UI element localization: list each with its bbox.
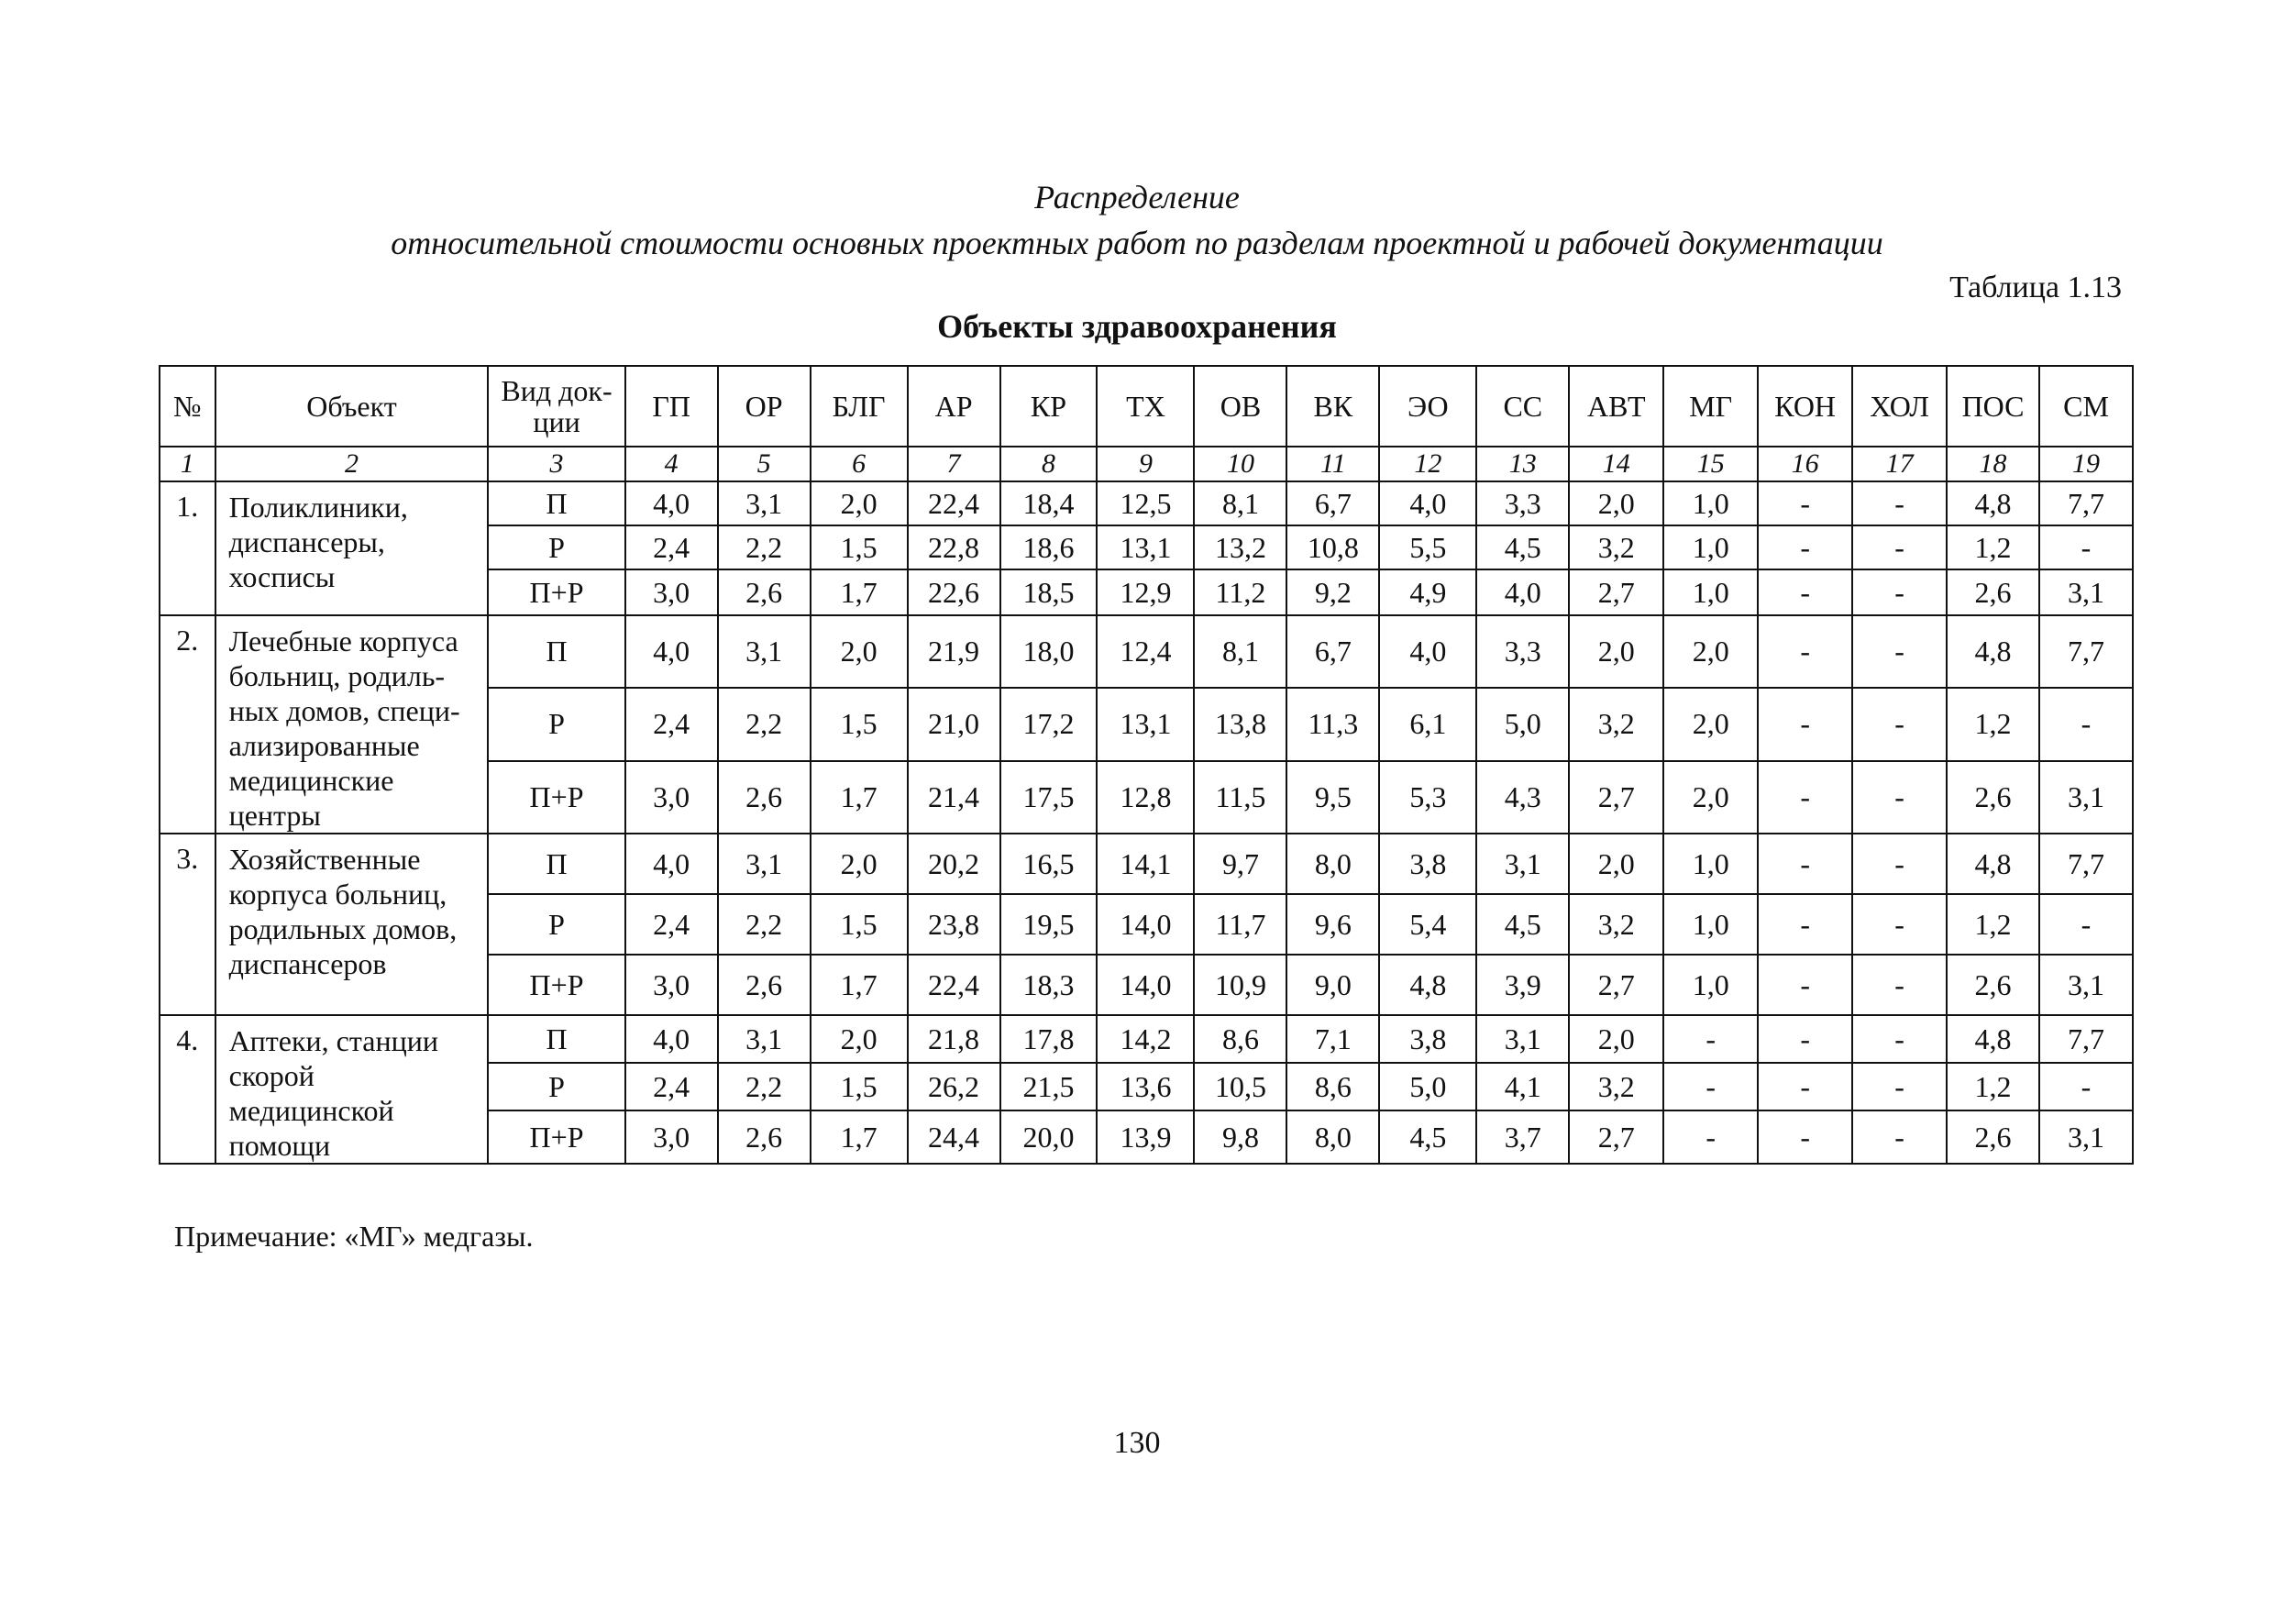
value-cell: 2,4 <box>625 525 718 569</box>
value-cell: 4,8 <box>1947 1015 2039 1063</box>
value-cell: 16,5 <box>1000 834 1098 894</box>
column-header: СС <box>1476 366 1569 447</box>
value-cell: 10,5 <box>1194 1063 1286 1110</box>
value-cell: 13,2 <box>1194 525 1286 569</box>
value-cell: 12,9 <box>1097 569 1194 615</box>
column-number: 14 <box>1569 447 1663 481</box>
value-cell: 14,2 <box>1097 1015 1194 1063</box>
value-cell: 4,8 <box>1947 615 2039 688</box>
value-cell: 2,6 <box>1947 761 2039 834</box>
value-cell: 4,0 <box>625 615 718 688</box>
column-header: ТХ <box>1097 366 1194 447</box>
value-cell: 24,4 <box>908 1110 1000 1164</box>
value-cell: 17,2 <box>1000 688 1098 760</box>
column-number: 17 <box>1852 447 1947 481</box>
doc-type-cell: Р <box>488 1063 624 1110</box>
value-cell: 4,0 <box>1476 569 1569 615</box>
value-cell: 8,6 <box>1286 1063 1379 1110</box>
column-header: ВК <box>1286 366 1379 447</box>
value-cell: 4,9 <box>1379 569 1476 615</box>
column-header: ПОС <box>1947 366 2039 447</box>
column-header: АВТ <box>1569 366 1663 447</box>
column-header: КОН <box>1758 366 1852 447</box>
value-cell: 3,7 <box>1476 1110 1569 1164</box>
column-header: КР <box>1000 366 1098 447</box>
value-cell: - <box>1758 569 1852 615</box>
value-cell: 2,0 <box>1569 1015 1663 1063</box>
value-cell: 3,2 <box>1569 688 1663 760</box>
value-cell: 3,1 <box>718 1015 811 1063</box>
doc-type-cell: П <box>488 1015 624 1063</box>
value-cell: 10,8 <box>1286 525 1379 569</box>
value-cell: 2,4 <box>625 1063 718 1110</box>
value-cell: 4,8 <box>1947 481 2039 525</box>
object-name: Аптеки, станции скорой медицинской помощи <box>215 1015 489 1164</box>
value-cell: 3,1 <box>2039 1110 2133 1164</box>
title-line-2: относительной стоимости основных проектных работ по разделам проектной и рабочей документации <box>391 225 1883 261</box>
value-cell: - <box>1852 1015 1947 1063</box>
value-cell: 4,5 <box>1476 525 1569 569</box>
column-number: 12 <box>1379 447 1476 481</box>
value-cell: - <box>1758 894 1852 955</box>
value-cell: - <box>1758 761 1852 834</box>
value-cell: 2,0 <box>1569 834 1663 894</box>
value-cell: 3,8 <box>1379 834 1476 894</box>
value-cell: 2,6 <box>718 761 811 834</box>
column-number: 4 <box>625 447 718 481</box>
value-cell: 5,5 <box>1379 525 1476 569</box>
value-cell: - <box>1663 1110 1758 1164</box>
value-cell: 18,3 <box>1000 955 1098 1015</box>
table-row <box>160 481 2133 525</box>
value-cell: - <box>2039 688 2133 760</box>
value-cell: 2,0 <box>1663 761 1758 834</box>
value-cell: - <box>1852 894 1947 955</box>
value-cell: 1,2 <box>1947 688 2039 760</box>
value-cell: 13,9 <box>1097 1110 1194 1164</box>
value-cell: 2,2 <box>718 1063 811 1110</box>
value-cell: 2,0 <box>811 615 908 688</box>
doc-type-cell: П <box>488 615 624 688</box>
value-cell: 1,7 <box>811 761 908 834</box>
title-line-1: Распределение <box>1034 179 1240 215</box>
doc-type-cell: П+Р <box>488 569 624 615</box>
object-name: Лечебные корпуса больниц, родиль-ных домов, специ-ализированные медицинские центры <box>215 615 489 834</box>
table-row <box>160 615 2133 688</box>
value-cell: 9,0 <box>1286 955 1379 1015</box>
value-cell: 4,8 <box>1947 834 2039 894</box>
column-number-row <box>160 447 2133 481</box>
doc-type-cell: П <box>488 481 624 525</box>
value-cell: - <box>2039 894 2133 955</box>
value-cell: 12,5 <box>1097 481 1194 525</box>
value-cell: 8,6 <box>1194 1015 1286 1063</box>
value-cell: - <box>1758 481 1852 525</box>
column-header: № <box>160 366 215 447</box>
value-cell: 22,6 <box>908 569 1000 615</box>
value-cell: 2,6 <box>1947 1110 2039 1164</box>
column-number: 11 <box>1286 447 1379 481</box>
value-cell: 2,0 <box>1663 615 1758 688</box>
value-cell: 5,0 <box>1476 688 1569 760</box>
column-number: 9 <box>1097 447 1194 481</box>
value-cell: - <box>2039 1063 2133 1110</box>
value-cell: 4,0 <box>625 834 718 894</box>
value-cell: 3,1 <box>2039 955 2133 1015</box>
value-cell: 22,8 <box>908 525 1000 569</box>
value-cell: 1,2 <box>1947 525 2039 569</box>
value-cell: - <box>1852 761 1947 834</box>
value-cell: 3,2 <box>1569 1063 1663 1110</box>
doc-type-cell: Р <box>488 894 624 955</box>
value-cell: 2,0 <box>1569 481 1663 525</box>
value-cell: 12,4 <box>1097 615 1194 688</box>
column-header: БЛГ <box>811 366 908 447</box>
value-cell: - <box>1852 481 1947 525</box>
column-header: ЭО <box>1379 366 1476 447</box>
value-cell: 4,5 <box>1379 1110 1476 1164</box>
value-cell: 2,6 <box>718 569 811 615</box>
value-cell: 1,2 <box>1947 894 2039 955</box>
value-cell: 18,0 <box>1000 615 1098 688</box>
value-cell: 1,0 <box>1663 481 1758 525</box>
value-cell: 8,1 <box>1194 615 1286 688</box>
column-header: Объект <box>215 366 489 447</box>
value-cell: 4,8 <box>1379 955 1476 1015</box>
value-cell: 7,1 <box>1286 1015 1379 1063</box>
value-cell: 2,2 <box>718 894 811 955</box>
value-cell: - <box>1758 834 1852 894</box>
doc-type-cell: Р <box>488 688 624 760</box>
value-cell: 2,4 <box>625 688 718 760</box>
value-cell: 6,7 <box>1286 481 1379 525</box>
value-cell: 2,0 <box>1663 688 1758 760</box>
value-cell: 8,0 <box>1286 1110 1379 1164</box>
value-cell: 3,0 <box>625 761 718 834</box>
value-cell: 3,1 <box>718 481 811 525</box>
value-cell: 19,5 <box>1000 894 1098 955</box>
value-cell: 7,7 <box>2039 615 2133 688</box>
value-cell: 1,7 <box>811 955 908 1015</box>
value-cell: 13,1 <box>1097 525 1194 569</box>
value-cell: 13,6 <box>1097 1063 1194 1110</box>
value-cell: 1,0 <box>1663 834 1758 894</box>
value-cell: 1,5 <box>811 1063 908 1110</box>
value-cell: 1,5 <box>811 688 908 760</box>
object-name: Хозяйственные корпуса больниц, родильных домов, диспансеров <box>215 834 489 1015</box>
value-cell: 9,8 <box>1194 1110 1286 1164</box>
doc-type-cell: Р <box>488 525 624 569</box>
value-cell: 9,2 <box>1286 569 1379 615</box>
row-number: 4. <box>160 1015 215 1164</box>
value-cell: 1,7 <box>811 569 908 615</box>
cost-distribution-table <box>159 365 2134 1165</box>
value-cell: 7,7 <box>2039 834 2133 894</box>
value-cell: 5,3 <box>1379 761 1476 834</box>
value-cell: 1,0 <box>1663 955 1758 1015</box>
value-cell: - <box>1758 615 1852 688</box>
value-cell: 22,4 <box>908 481 1000 525</box>
table-row <box>160 834 2133 894</box>
value-cell: 18,5 <box>1000 569 1098 615</box>
value-cell: - <box>1758 1015 1852 1063</box>
row-number: 3. <box>160 834 215 1015</box>
value-cell: 4,0 <box>1379 615 1476 688</box>
column-number: 7 <box>908 447 1000 481</box>
value-cell: - <box>1852 955 1947 1015</box>
column-header: СМ <box>2039 366 2133 447</box>
value-cell: 2,0 <box>811 834 908 894</box>
value-cell: 3,3 <box>1476 481 1569 525</box>
value-cell: 21,8 <box>908 1015 1000 1063</box>
value-cell: 1,0 <box>1663 525 1758 569</box>
value-cell: 26,2 <box>908 1063 1000 1110</box>
value-cell: 18,4 <box>1000 481 1098 525</box>
value-cell: 17,5 <box>1000 761 1098 834</box>
row-number: 1. <box>160 481 215 615</box>
value-cell: 3,1 <box>2039 569 2133 615</box>
value-cell: 20,0 <box>1000 1110 1098 1164</box>
value-cell: - <box>1758 1063 1852 1110</box>
value-cell: - <box>1852 1110 1947 1164</box>
column-number: 13 <box>1476 447 1569 481</box>
value-cell: 2,0 <box>1569 615 1663 688</box>
value-cell: 7,7 <box>2039 1015 2133 1063</box>
value-cell: 3,2 <box>1569 894 1663 955</box>
value-cell: 23,8 <box>908 894 1000 955</box>
value-cell: 8,1 <box>1194 481 1286 525</box>
value-cell: 4,0 <box>625 481 718 525</box>
value-cell: 14,1 <box>1097 834 1194 894</box>
value-cell: - <box>1758 688 1852 760</box>
doc-type-cell: П+Р <box>488 1110 624 1164</box>
value-cell: 3,3 <box>1476 615 1569 688</box>
column-header: ОВ <box>1194 366 1286 447</box>
value-cell: 10,9 <box>1194 955 1286 1015</box>
value-cell: 18,6 <box>1000 525 1098 569</box>
value-cell: 3,1 <box>1476 1015 1569 1063</box>
doc-type-cell: П <box>488 834 624 894</box>
column-header: ГП <box>625 366 718 447</box>
value-cell: 22,4 <box>908 955 1000 1015</box>
value-cell: 12,8 <box>1097 761 1194 834</box>
value-cell: 11,2 <box>1194 569 1286 615</box>
value-cell: 13,8 <box>1194 688 1286 760</box>
table-note: Примечание: «МГ» медгазы. <box>174 1220 534 1253</box>
value-cell: 2,4 <box>625 894 718 955</box>
table-body <box>160 366 2133 1164</box>
value-cell: 3,8 <box>1379 1015 1476 1063</box>
value-cell: - <box>1852 688 1947 760</box>
value-cell: 2,2 <box>718 688 811 760</box>
value-cell: 14,0 <box>1097 894 1194 955</box>
value-cell: 11,3 <box>1286 688 1379 760</box>
value-cell: 17,8 <box>1000 1015 1098 1063</box>
value-cell: - <box>1852 1063 1947 1110</box>
value-cell: 4,0 <box>625 1015 718 1063</box>
value-cell: 2,7 <box>1569 955 1663 1015</box>
value-cell: 1,2 <box>1947 1063 2039 1110</box>
value-cell: 9,7 <box>1194 834 1286 894</box>
column-number: 6 <box>811 447 908 481</box>
column-header: МГ <box>1663 366 1758 447</box>
value-cell: 13,1 <box>1097 688 1194 760</box>
column-number: 15 <box>1663 447 1758 481</box>
value-cell: - <box>1758 955 1852 1015</box>
document-title <box>0 174 2274 266</box>
row-number: 2. <box>160 615 215 834</box>
value-cell: 5,4 <box>1379 894 1476 955</box>
value-cell: 21,0 <box>908 688 1000 760</box>
value-cell: 9,6 <box>1286 894 1379 955</box>
value-cell: 21,4 <box>908 761 1000 834</box>
value-cell: - <box>2039 525 2133 569</box>
table-caption: Объекты здравоохранения <box>937 308 1337 345</box>
value-cell: 20,2 <box>908 834 1000 894</box>
value-cell: 6,1 <box>1379 688 1476 760</box>
value-cell: 3,1 <box>718 834 811 894</box>
value-cell: 11,5 <box>1194 761 1286 834</box>
value-cell: 2,7 <box>1569 761 1663 834</box>
value-cell: 7,7 <box>2039 481 2133 525</box>
value-cell: - <box>1852 834 1947 894</box>
value-cell: 11,7 <box>1194 894 1286 955</box>
value-cell: 2,6 <box>718 955 811 1015</box>
value-cell: 2,0 <box>811 1015 908 1063</box>
value-cell: 2,6 <box>718 1110 811 1164</box>
value-cell: - <box>1852 569 1947 615</box>
value-cell: 4,1 <box>1476 1063 1569 1110</box>
value-cell: 14,0 <box>1097 955 1194 1015</box>
value-cell: 4,3 <box>1476 761 1569 834</box>
value-cell: 2,7 <box>1569 569 1663 615</box>
value-cell: - <box>1852 615 1947 688</box>
value-cell: - <box>1852 525 1947 569</box>
doc-type-cell: П+Р <box>488 761 624 834</box>
value-cell: 3,1 <box>1476 834 1569 894</box>
value-cell: 4,0 <box>1379 481 1476 525</box>
column-number: 5 <box>718 447 811 481</box>
value-cell: 4,5 <box>1476 894 1569 955</box>
value-cell: - <box>1663 1015 1758 1063</box>
value-cell: 6,7 <box>1286 615 1379 688</box>
column-number: 1 <box>160 447 215 481</box>
column-number: 19 <box>2039 447 2133 481</box>
value-cell: - <box>1758 525 1852 569</box>
value-cell: 2,7 <box>1569 1110 1663 1164</box>
value-cell: 3,9 <box>1476 955 1569 1015</box>
object-name: Поликлиники, диспансеры, хосписы <box>215 481 489 615</box>
value-cell: 9,5 <box>1286 761 1379 834</box>
value-cell: 8,0 <box>1286 834 1379 894</box>
table-number: Таблица 1.13 <box>1949 271 2122 304</box>
column-number: 18 <box>1947 447 2039 481</box>
value-cell: 3,1 <box>2039 761 2133 834</box>
column-header: Вид док-ции <box>488 366 624 447</box>
value-cell: 3,2 <box>1569 525 1663 569</box>
value-cell: 3,0 <box>625 569 718 615</box>
column-number: 2 <box>215 447 489 481</box>
value-cell: 5,0 <box>1379 1063 1476 1110</box>
value-cell: 21,9 <box>908 615 1000 688</box>
doc-type-cell: П+Р <box>488 955 624 1015</box>
value-cell: 1,5 <box>811 525 908 569</box>
value-cell: - <box>1758 1110 1852 1164</box>
value-cell: 2,0 <box>811 481 908 525</box>
value-cell: 1,0 <box>1663 894 1758 955</box>
column-number: 16 <box>1758 447 1852 481</box>
column-number: 10 <box>1194 447 1286 481</box>
value-cell: 21,5 <box>1000 1063 1098 1110</box>
value-cell: 1,0 <box>1663 569 1758 615</box>
column-header: ХОЛ <box>1852 366 1947 447</box>
value-cell: - <box>1663 1063 1758 1110</box>
header-row <box>160 366 2133 447</box>
value-cell: 1,5 <box>811 894 908 955</box>
page-number: 130 <box>1113 1426 1161 1460</box>
column-number: 3 <box>488 447 624 481</box>
value-cell: 2,6 <box>1947 569 2039 615</box>
column-number: 8 <box>1000 447 1098 481</box>
value-cell: 1,7 <box>811 1110 908 1164</box>
value-cell: 3,0 <box>625 1110 718 1164</box>
value-cell: 2,2 <box>718 525 811 569</box>
value-cell: 3,1 <box>718 615 811 688</box>
value-cell: 2,6 <box>1947 955 2039 1015</box>
value-cell: 3,0 <box>625 955 718 1015</box>
column-header: АР <box>908 366 1000 447</box>
column-header: ОР <box>718 366 811 447</box>
table-row <box>160 1015 2133 1063</box>
